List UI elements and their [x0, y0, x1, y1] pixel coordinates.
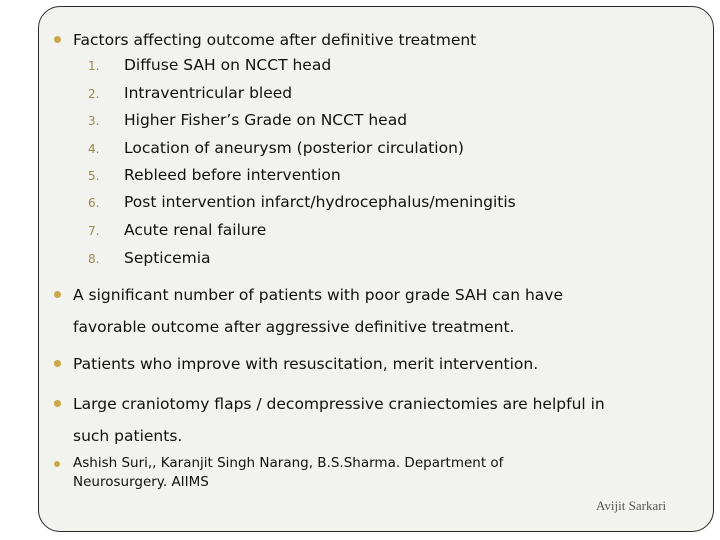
factor-number: 1. [88, 59, 100, 73]
factor-text: Acute renal failure [124, 221, 267, 239]
reference-line1: Ashish Suri,, Karanjit Singh Narang, B.S.Sharma. Department of [73, 455, 504, 471]
factor-text: Higher Fisher’s Grade on NCCT head [124, 111, 408, 129]
point-text-line1: A significant number of patients with poor grade SAH can have [73, 286, 563, 304]
factor-text: Intraventricular bleed [124, 84, 293, 102]
point-text-line2: such patients. [73, 427, 183, 445]
factor-text: Septicemia [124, 249, 211, 267]
point-text-line1: Large craniotomy flaps / decompressive craniectomies are helpful in [73, 395, 605, 413]
factor-text: Rebleed before intervention [124, 166, 341, 184]
factor-number: 3. [88, 114, 100, 128]
factor-text: Post intervention infarct/hydrocephalus/meningitis [124, 193, 516, 211]
factor-number: 2. [88, 87, 100, 101]
factor-text: Location of aneurysm (posterior circulation) [124, 139, 464, 157]
factor-text: Diffuse SAH on NCCT head [124, 56, 332, 74]
bullet-dot-icon [54, 461, 60, 467]
point-text-line1: Patients who improve with resuscitation, merit intervention. [73, 355, 539, 373]
factor-number: 6. [88, 196, 100, 210]
reference-line2: Neurosurgery. AIIMS [73, 474, 209, 490]
factor-number: 5. [88, 169, 100, 183]
bullet-dot-icon [54, 291, 61, 298]
bullet-dot-icon [54, 400, 61, 407]
factor-number: 7. [88, 224, 100, 238]
factor-number: 4. [88, 142, 100, 156]
factor-number: 8. [88, 252, 100, 266]
point-text-line2: favorable outcome after aggressive definitive treatment. [73, 318, 515, 336]
bullet-dot-icon [54, 36, 61, 43]
bullet-dot-icon [54, 360, 61, 367]
slide-footer-author: Avijit Sarkari [596, 498, 667, 513]
heading-text: Factors affecting outcome after definitive treatment [73, 31, 477, 49]
